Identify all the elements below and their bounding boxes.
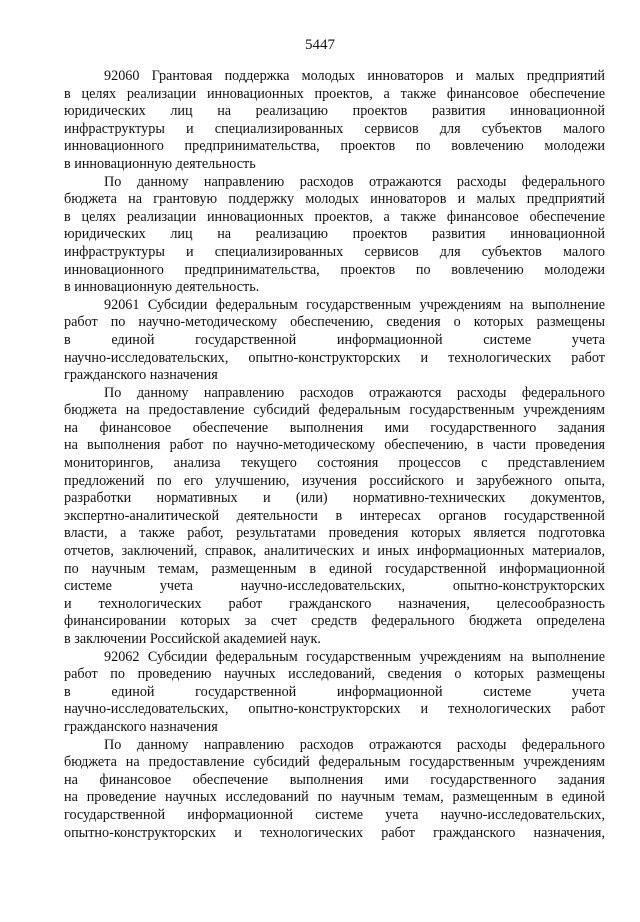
paragraph <box>64 737 605 843</box>
paragraph-line: инновационного предпринимательства, проектов по вовлечению молодежи <box>64 138 605 155</box>
paragraph-line: по научным темам, размещенным в единой государственной информационной <box>64 560 605 577</box>
paragraph-line: гражданского назначения <box>64 367 218 384</box>
paragraph-line: научно-исследовательских, опытно-конструкторских и технологических работ <box>64 349 605 366</box>
paragraph <box>64 649 605 737</box>
paragraph-line: бюджета на предоставление субсидий федеральным государственным учреждениям <box>64 754 605 771</box>
paragraph-line: бюджета на грантовую поддержку молодых инноваторов и малых предприятий <box>64 191 605 208</box>
paragraph-line: По данному направлению расходов отражаются расходы федерального <box>104 384 605 401</box>
paragraph-line: финансировании которых за счет средств федерального бюджета определена <box>64 613 605 630</box>
paragraph-line: гражданского назначения <box>64 718 218 735</box>
paragraph-line: на финансовое обеспечение выполнения ими государственного задания <box>64 771 605 788</box>
paragraph-line: инфраструктуры и специализированных сервисов для субъектов малого <box>64 120 605 137</box>
paragraph-line: государственной информационной системе учета научно-исследовательских, <box>64 806 605 823</box>
paragraph <box>64 174 605 297</box>
paragraph-line: отчетов, заключений, справок, аналитических и иных информационных материалов, <box>64 543 605 560</box>
paragraph-line: опытно-конструкторских и технологических работ гражданского назначения, <box>64 824 605 841</box>
paragraph-line: юридических лиц на реализацию проектов развития инновационной <box>64 226 605 243</box>
paragraph-line: в единой государственной информационной системе учета <box>64 331 605 348</box>
paragraph-line: инфраструктуры и специализированных сервисов для субъектов малого <box>64 243 605 260</box>
paragraph-line: мониторингов, анализа текущего состояния процессов с представлением <box>64 455 605 472</box>
paragraph-line: разработки нормативных и (или) нормативно-технических документов, <box>64 490 605 507</box>
paragraph-line: на выполнения работ по научно-методическому обеспечению, в части проведения <box>64 437 605 454</box>
paragraph-line: 92060 Грантовая поддержка молодых инноваторов и малых предприятий <box>104 68 605 84</box>
paragraph-line: в целях реализации инновационных проектов, а также финансовое обеспечение <box>64 208 605 225</box>
paragraph-line: и технологических работ гражданского назначения, целесообразность <box>64 595 605 612</box>
paragraph <box>64 385 605 649</box>
paragraph-line: предложений по его улучшению, изучения российского и зарубежного опыта, <box>64 472 605 489</box>
paragraph-line: По данному направлению расходов отражаются расходы федерального <box>104 736 605 753</box>
paragraph-line: юридических лиц на реализацию проектов развития инновационной <box>64 103 605 120</box>
paragraph-line: в инновационную деятельность. <box>64 279 260 296</box>
paragraph-line: в заключении Российской академией наук. <box>64 631 321 647</box>
paragraph-line: инновационного предпринимательства, проектов по вовлечению молодежи <box>64 261 605 278</box>
paragraph <box>64 297 605 385</box>
paragraph-line: власти, а также работ, результатами проведения которых является подготовка <box>64 525 605 542</box>
paragraph-line: в целях реализации инновационных проектов, а также финансовое обеспечение <box>64 85 605 102</box>
paragraph-line: в инновационную деятельность <box>64 155 256 172</box>
paragraph-line: 92061 Субсидии федеральным государственным учреждениям на выполнение <box>104 296 605 313</box>
paragraph-line: в единой государственной информационной системе учета <box>64 683 605 700</box>
paragraph-line: По данному направлению расходов отражаются расходы федерального <box>104 173 605 190</box>
page-number: 5447 <box>305 37 335 53</box>
paragraph <box>64 68 605 174</box>
paragraph-line: работ по научно-методическому обеспечению, сведения о которых размещены <box>64 314 605 331</box>
document-body <box>64 68 605 842</box>
paragraph-line: бюджета на предоставление субсидий федеральным государственным учреждениям <box>64 402 605 419</box>
paragraph-line: системе учета научно-исследовательских, опытно-конструкторских <box>64 578 605 595</box>
paragraph-line: на проведение научных исследований по научным темам, размещенным в единой <box>64 789 605 806</box>
paragraph-line: научно-исследовательских, опытно-конструкторских и технологических работ <box>64 701 605 718</box>
paragraph-line: 92062 Субсидии федеральным государственным учреждениям на выполнение <box>104 648 605 665</box>
paragraph-line: на финансовое обеспечение выполнения ими государственного задания <box>64 419 605 436</box>
paragraph-line: экспертно-аналитической деятельности в интересах органов государственной <box>64 507 605 524</box>
paragraph-line: работ по проведению научных исследований, сведения о которых размещены <box>64 666 605 683</box>
